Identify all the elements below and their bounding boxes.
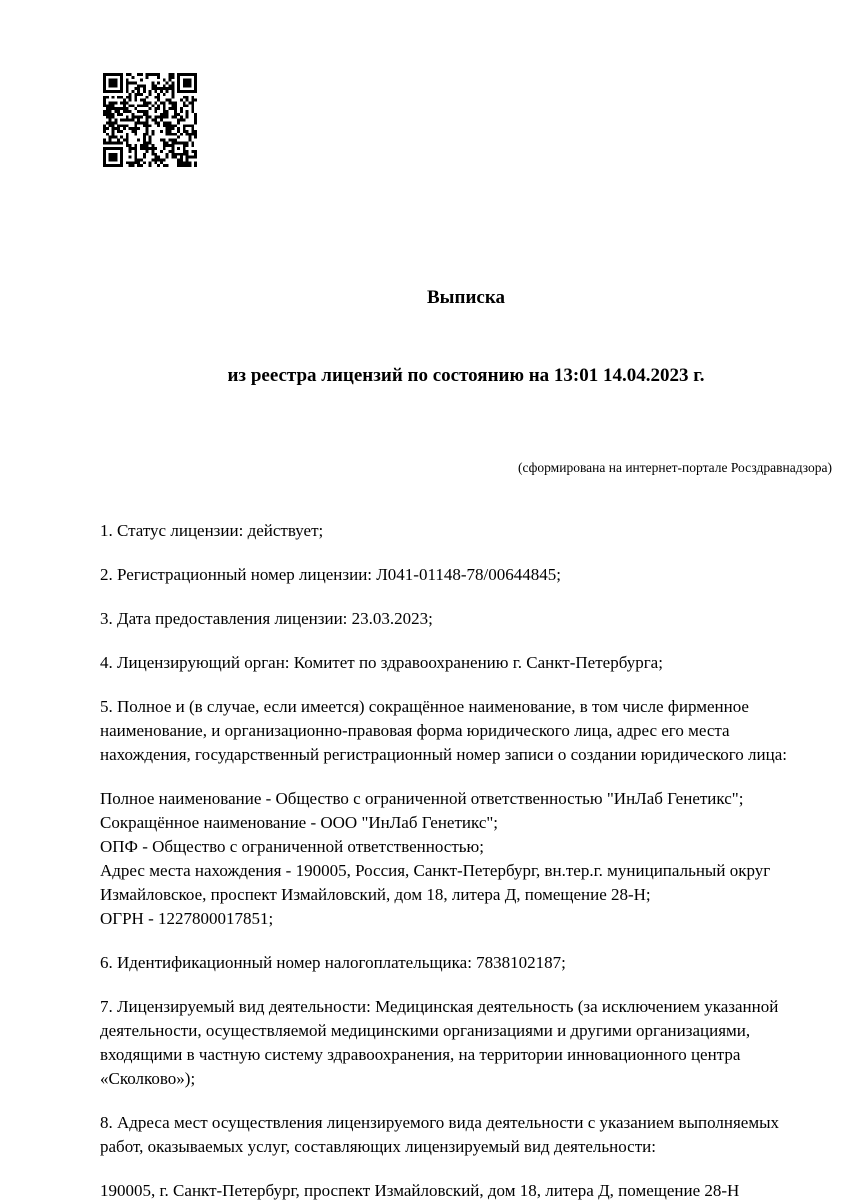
body-paragraph — [100, 951, 832, 975]
body-paragraph — [100, 563, 832, 587]
body-paragraph — [100, 519, 832, 543]
body-line: деятельности, осуществляемой медицинскими организациями и другими организациями, — [100, 1021, 751, 1040]
body-line: Измайловское, проспект Измайловский, дом 18, литера Д, помещение 28-Н; — [100, 885, 651, 904]
body-line: 2. Регистрационный номер лицензии: Л041-01148-78/00644845; — [100, 565, 561, 584]
body-line: ОПФ - Общество с ограниченной ответственностью; — [100, 837, 484, 856]
body-line: 1. Статус лицензии: действует; — [100, 521, 324, 540]
title-line-2: из реестра лицензий по состоянию на 13:01 14.04.2023 г. — [227, 365, 705, 386]
body-line: Адрес места нахождения - 190005, Россия, Санкт-Петербург, вн.тер.г. муниципальный округ — [100, 861, 771, 880]
body-line: 8. Адреса мест осуществления лицензируемого вида деятельности с указанием выполняемых — [100, 1113, 779, 1132]
document-subtitle: (сформирована на интернет-портале Росздравнадзора) — [517, 460, 832, 475]
title-line-1: Выписка — [427, 287, 505, 308]
body-line: «Сколково»); — [100, 1069, 196, 1088]
body-paragraph — [100, 607, 832, 631]
body-line: Сокращённое наименование - ООО "ИнЛаб Генетикс"; — [100, 813, 499, 832]
body-paragraph — [100, 695, 832, 767]
body-line: ОГРН - 1227800017851; — [100, 909, 274, 928]
body-line: Полное наименование - Общество с ограниченной ответственностью "ИнЛаб Генетикс"; — [100, 789, 744, 808]
body-line: 7. Лицензируемый вид деятельности: Медицинская деятельность (за исключением указанной — [100, 997, 779, 1016]
body-paragraph — [100, 787, 832, 931]
body-paragraph — [100, 651, 832, 675]
body-line: 190005, г. Санкт-Петербург, проспект Измайловский, дом 18, литера Д, помещение 28-Н — [100, 1181, 740, 1200]
body-line: 3. Дата предоставления лицензии: 23.03.2023; — [100, 609, 433, 628]
document-body — [100, 519, 832, 1203]
body-paragraph — [100, 1179, 832, 1203]
body-line: нахождения, государственный регистрационный номер записи о создании юридического лица: — [100, 745, 788, 764]
body-line: работ, оказываемых услуг, составляющих лицензируемый вид деятельности: — [100, 1137, 656, 1156]
body-line: входящими в частную систему здравоохранения, на территории инновационного центра — [100, 1045, 741, 1064]
body-line: 4. Лицензирующий орган: Комитет по здравоохранению г. Санкт-Петербурга; — [100, 653, 663, 672]
body-paragraph — [100, 995, 832, 1091]
body-line: 6. Идентификационный номер налогоплательщика: 7838102187; — [100, 953, 566, 972]
body-paragraph — [100, 1111, 832, 1159]
body-line: 5. Полное и (в случае, если имеется) сокращённое наименование, в том числе фирменное — [100, 697, 749, 716]
document-title — [100, 0, 832, 441]
document-content — [100, 0, 832, 1203]
body-line: наименование, и организационно-правовая форма юридического лица, адрес его места — [100, 721, 730, 740]
